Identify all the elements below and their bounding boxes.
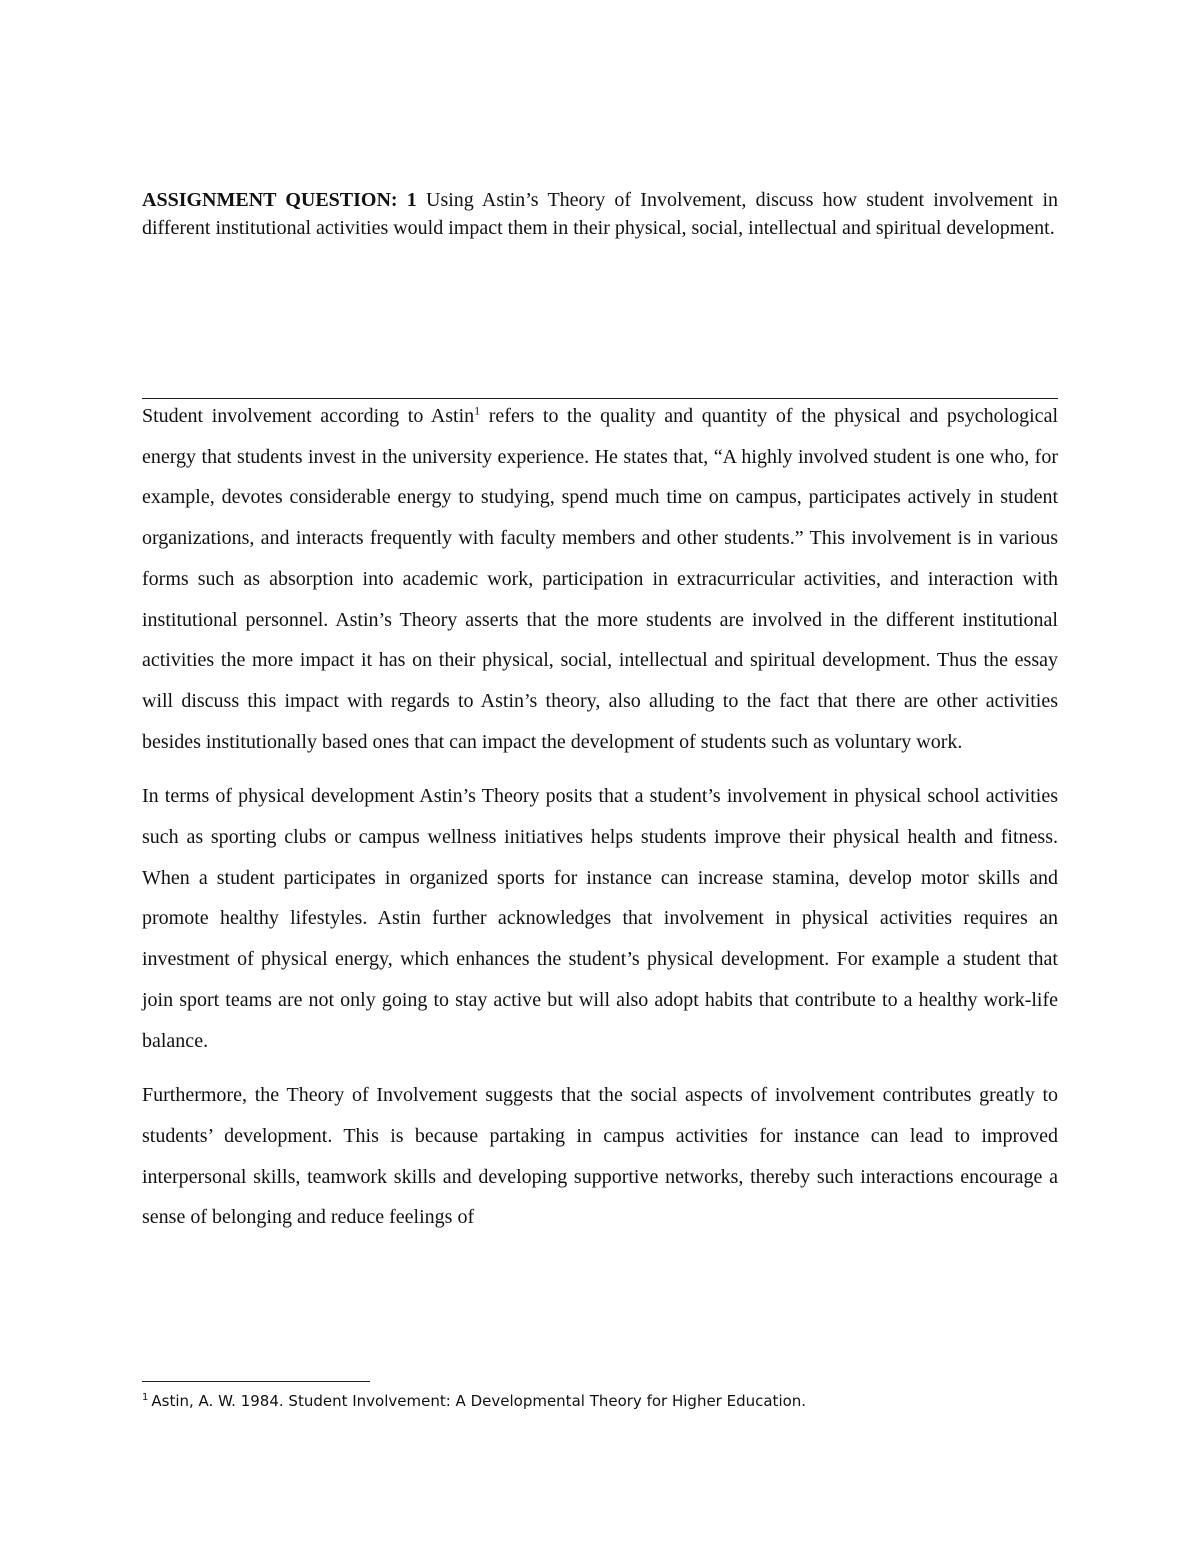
essay-body — [142, 396, 1058, 1252]
paragraph-social: Furthermore, the Theory of Involvement suggests that the social aspects of involvement contributes greatly to students’ development. This is because partaking in campus activities for instance can lead to improved interpersonal skills, teamwork skills and developing supportive networks, thereby such interactions encourage a sense of belonging and reduce feelings of — [142, 1084, 1058, 1229]
assignment-question — [142, 186, 1058, 242]
footnote-number: 1 — [142, 1392, 149, 1403]
footnote — [142, 1390, 1058, 1412]
footnote-separator — [142, 1381, 370, 1382]
paragraph-intro — [142, 396, 1058, 762]
question-block — [142, 186, 1058, 242]
question-text: Using Astin’s Theory of Involvement, discuss how student involvement in different institutional activities would impact them in their physical, social, intellectual and spiritual development. — [142, 189, 1058, 239]
question-label: ASSIGNMENT QUESTION: 1 — [142, 189, 417, 211]
footnote-reference[interactable]: 1 — [474, 403, 481, 418]
paragraph-physical: In terms of physical development Astin’s Theory posits that a student’s involvement in physical school activities such as sporting clubs or campus wellness initiatives helps students improve their physical health and fitness. When a student participates in organized sports for instance can increase stamina, develop motor skills and promote healthy lifestyles. Astin further acknowledges that involvement in physical activities requires an investment of physical energy, which enhances the student’s physical development. For example a student that join sport teams are not only going to stay active but will also adopt habits that contribute to a healthy work-life balance. — [142, 785, 1058, 1052]
footnote-text: Astin, A. W. 1984. Student Involvement: A Developmental Theory for Higher Education. — [151, 1392, 807, 1410]
paragraph-intro-start: Student involvement according to Astin — [142, 405, 475, 427]
paragraph-intro-rest: refers to the quality and quantity of the physical and psychological energy that students invest in the university experience. He states that, “A highly involved student is one who, for example, devotes considerable energy to studying, spend much time on campus, participates actively in student organizations, and interacts frequently with faculty members and other students.” This involvement is in various forms such as absorption into academic work, participation in extracurricular activities, and interaction with institutional personnel. Astin’s Theory asserts that the more students are involved in the different institutional activities the more impact it has on their physical, social, intellectual and spiritual development. Thus the essay will discuss this impact with regards to Astin’s theory, also alluding to the fact that there are other activities besides institutionally based ones that can impact the development of students such as voluntary work. — [142, 405, 1058, 753]
